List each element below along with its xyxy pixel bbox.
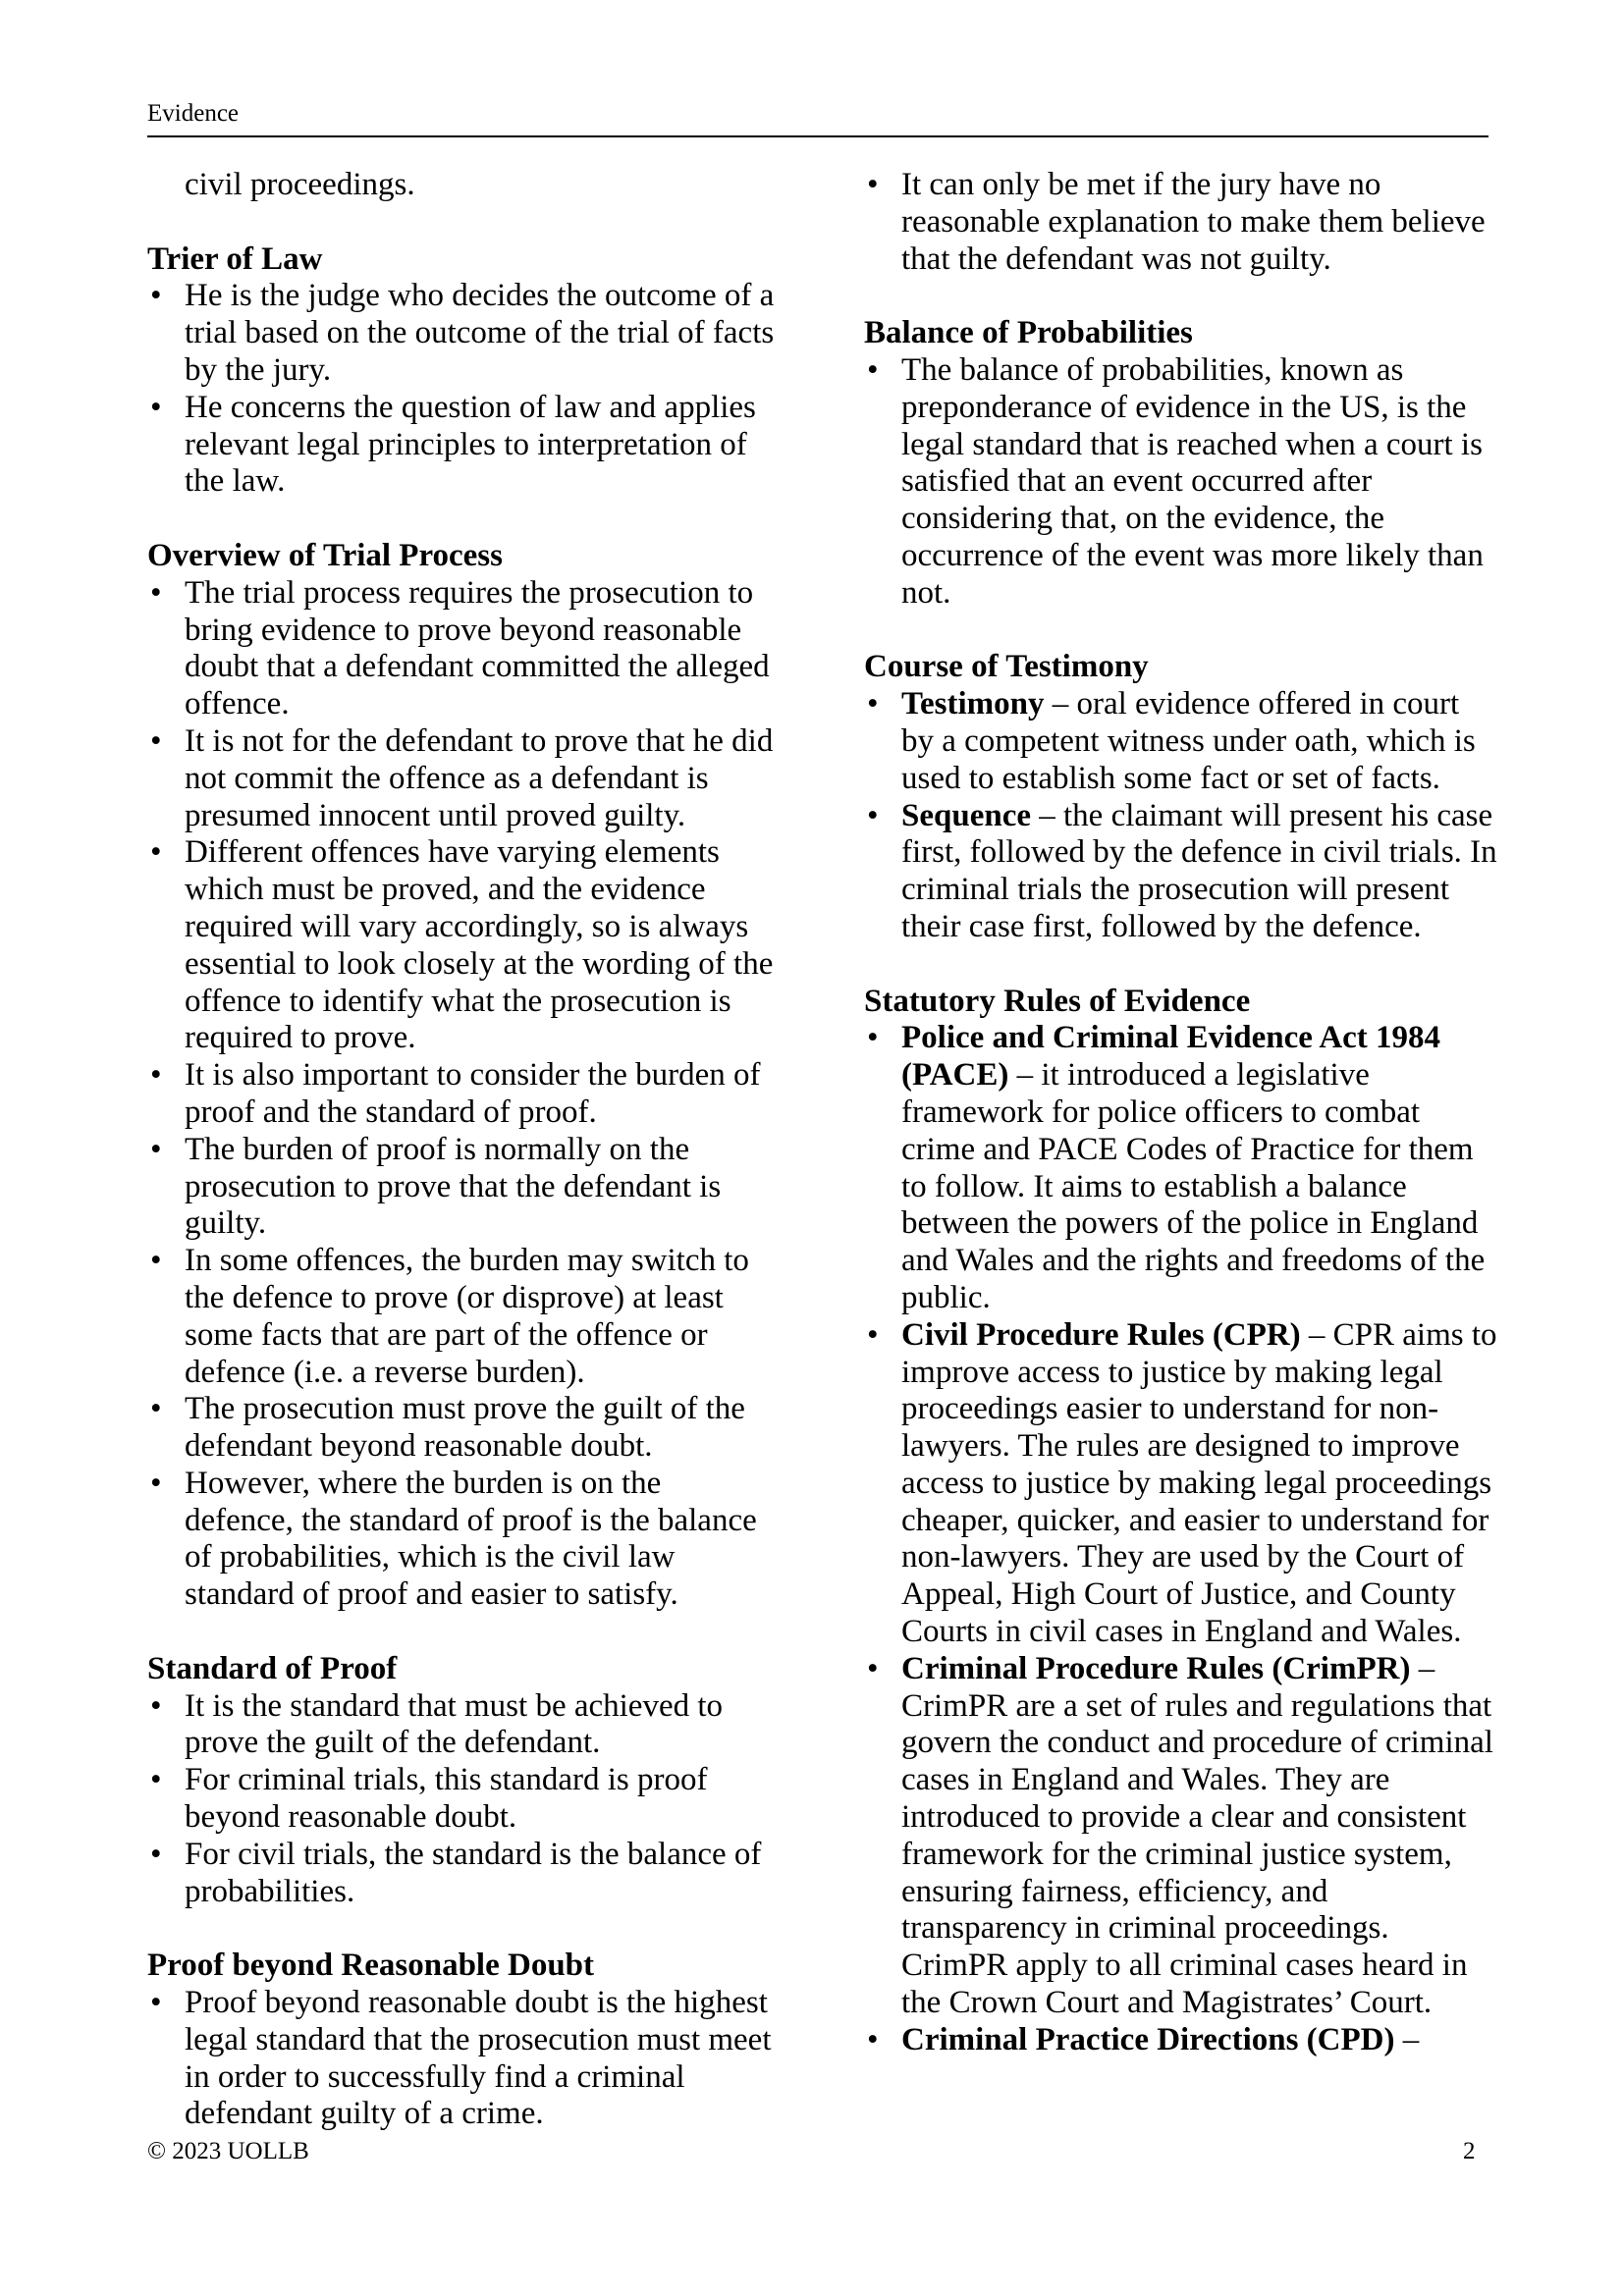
definition-text: – the claimant will present his case first, followed by the defence in civil trials. In criminal trials the prosecution will present their case first, followed by the defence.	[901, 797, 1497, 944]
term-testimony: Testimony	[901, 686, 1045, 722]
term-cpd: Criminal Practice Directions (CPD)	[901, 2021, 1395, 2057]
list-item: • It can only be met if the jury have no reasonable explanation to make them believe that the defendant was not guilty.	[864, 167, 1497, 278]
right-column	[864, 167, 1497, 2059]
list-statutory-rules	[864, 1020, 1497, 2058]
list-item: • The trial process requires the prosecution to bring evidence to prove beyond reasonable doubt that a defendant committed the alleged offence.	[147, 575, 776, 723]
list-course-of-testimony	[864, 686, 1497, 946]
list-item: • He concerns the question of law and applies relevant legal principles to interpretation of the law.	[147, 390, 776, 501]
list-item	[864, 2022, 1497, 2059]
list-item: • It is also important to consider the burden of proof and the standard of proof.	[147, 1057, 776, 1132]
definition-text: – oral evidence offered in court by a competent witness under oath, which is used to establish some fact or set of facts.	[901, 686, 1476, 796]
running-header-title: Evidence	[147, 100, 240, 127]
heading-course-of-testimony: Course of Testimony	[864, 649, 1149, 685]
list-trier-of-law	[147, 278, 776, 501]
list-item: • In some offences, the burden may switch to the defence to prove (or disprove) at least some facts that are part of the offence or defence (i.e. a reverse burden).	[147, 1243, 776, 1391]
list-overview-trial-process	[147, 575, 776, 1614]
term-cpr: Civil Procedure Rules (CPR)	[901, 1316, 1301, 1353]
definition-text: –	[1394, 2021, 1420, 2057]
term-pace: Police and Criminal Evidence Act 1984 (PACE)	[901, 1020, 1441, 1094]
definition-text: – CrimPR are a set of rules and regulations that govern the conduct and procedure of criminal cases in England and Wales. They are introduced to provide a clear and consistent framework for the criminal justice system, ensuring fairness, efficiency, and transparency in criminal proceedings. CrimPR apply to all criminal cases heard in the Crown Court and Magistrates’ Court.	[901, 1650, 1493, 2021]
heading-statutory-rules: Statutory Rules of Evidence	[864, 983, 1251, 1019]
heading-balance-of-probabilities: Balance of Probabilities	[864, 315, 1193, 351]
list-item	[864, 1020, 1497, 1316]
continued-text: civil proceedings.	[185, 167, 415, 202]
heading-proof-beyond-reasonable-doubt: Proof beyond Reasonable Doubt	[147, 1948, 595, 1984]
list-item	[864, 686, 1497, 797]
list-item	[864, 1317, 1497, 1651]
definition-text: – CPR aims to improve access to justice by making legal proceedings easier to understand for non-lawyers. The rules are designed to improve access to justice by making legal proceedings cheaper, quicker, and easier to understand for non-lawyers. They are used by the Court of Appeal, High Court of Justice, and County Courts in civil cases in England and Wales.	[901, 1316, 1497, 1650]
footer-copyright: © 2023 UOLLB	[147, 2138, 309, 2164]
page-number: 2	[1463, 2138, 1476, 2164]
heading-standard-of-proof: Standard of Proof	[147, 1650, 398, 1686]
list-item: • The balance of probabilities, known as preponderance of evidence in the US, is the legal standard that is reached when a court is satisfied that an event occurred after considering that, on the evidence, the occurrence of the event was more likely than not.	[864, 352, 1497, 613]
list-item: • It is the standard that must be achieved to prove the guilt of the defendant.	[147, 1688, 776, 1763]
page-header	[147, 96, 1488, 137]
list-item: • It is not for the defendant to prove that he did not commit the offence as a defendant is presumed innocent until proved guilty.	[147, 723, 776, 834]
list-item: • For criminal trials, this standard is proof beyond reasonable doubt.	[147, 1762, 776, 1837]
list-item: • Different offences have varying elements which must be proved, and the evidence required will vary accordingly, so is always essential to look closely at the wording of the offence to identify what the prosecution is required to prove.	[147, 834, 776, 1057]
definition-text: – it introduced a legislative framework for police officers to combat crime and PACE Codes of Practice for them to follow. It aims to establish a balance between the powers of the police in England and Wales and the rights and freedoms of the public.	[901, 1057, 1486, 1315]
list-item: • For civil trials, the standard is the balance of probabilities.	[147, 1837, 776, 1911]
list-balance-of-probabilities	[864, 352, 1497, 613]
term-crimpr: Criminal Procedure Rules (CrimPR)	[901, 1650, 1411, 1686]
list-item: • Proof beyond reasonable doubt is the highest legal standard that the prosecution must meet in order to successfully find a criminal defendant guilty of a crime.	[147, 1985, 776, 2133]
heading-overview-trial-process: Overview of Trial Process	[147, 537, 503, 573]
list-item: • The burden of proof is normally on the prosecution to prove that the defendant is guilty.	[147, 1132, 776, 1243]
list-proof-beyond-reasonable-doubt	[147, 1985, 776, 2133]
list-item: • The prosecution must prove the guilt of the defendant beyond reasonable doubt.	[147, 1391, 776, 1466]
heading-trier-of-law: Trier of Law	[147, 240, 323, 277]
left-column	[147, 167, 776, 2133]
list-item	[864, 1651, 1497, 2022]
term-sequence: Sequence	[901, 797, 1031, 833]
list-item: • He is the judge who decides the outcome of a trial based on the outcome of the trial of facts by the jury.	[147, 278, 776, 389]
list-item: • However, where the burden is on the defence, the standard of proof is the balance of probabilities, which is the civil law standard of proof and easier to satisfy.	[147, 1466, 776, 1614]
list-continued	[864, 167, 1497, 278]
list-item	[864, 798, 1497, 946]
list-standard-of-proof	[147, 1688, 776, 1911]
